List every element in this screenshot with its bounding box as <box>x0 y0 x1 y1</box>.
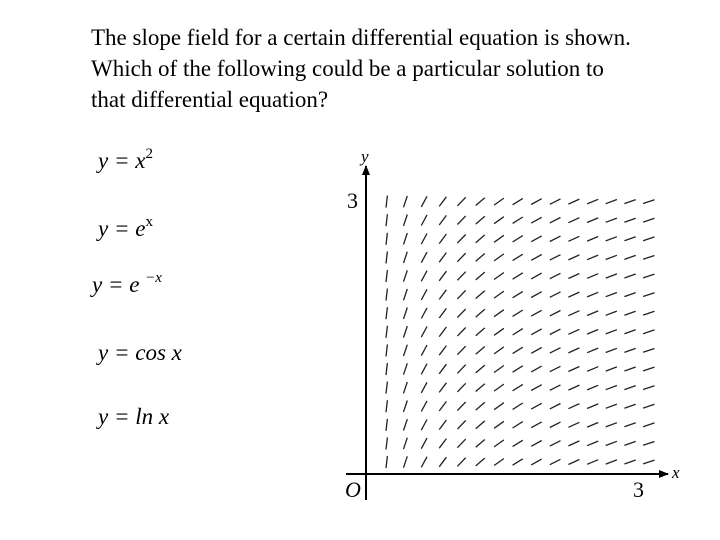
slope-segment <box>476 198 485 206</box>
slope-segment <box>476 291 485 299</box>
slope-segment <box>421 382 427 393</box>
slope-segment <box>531 329 542 335</box>
slope-segment <box>476 272 485 280</box>
slope-segment <box>421 234 427 245</box>
slope-segment <box>404 419 408 430</box>
slope-segment <box>386 400 387 412</box>
slope-segment <box>587 255 598 260</box>
slope-segment <box>606 218 617 222</box>
slope-segment <box>624 386 635 390</box>
slope-segment <box>568 460 579 465</box>
slope-segment <box>386 363 387 375</box>
slope-segment <box>624 423 635 427</box>
slope-segment <box>624 330 635 334</box>
choice-2-base: y = e <box>98 216 146 241</box>
slope-segment <box>476 254 485 262</box>
slope-segment <box>550 292 561 297</box>
slope-segment <box>624 367 635 371</box>
slope-segment <box>606 386 617 390</box>
slope-segment <box>550 218 561 223</box>
slope-segment <box>531 441 542 447</box>
slope-segment <box>494 421 504 428</box>
slope-segment <box>624 237 635 241</box>
slope-segment <box>643 274 654 278</box>
slope-segment <box>550 199 561 204</box>
slope-segment <box>513 236 523 242</box>
slope-segment <box>587 199 598 204</box>
choice-2-exponent: x <box>145 214 153 230</box>
slope-segment <box>404 345 408 356</box>
slope-segment <box>494 273 504 280</box>
slope-segment <box>439 420 446 430</box>
slope-segment <box>531 385 542 391</box>
slope-segment <box>439 271 446 281</box>
slope-segment <box>421 308 427 319</box>
slope-segment <box>643 218 654 222</box>
slope-segment <box>643 349 654 353</box>
slope-segment <box>606 460 617 464</box>
slope-segment <box>531 273 542 279</box>
slope-segment <box>550 273 561 278</box>
slope-segment <box>476 458 485 466</box>
slope-segment <box>386 289 387 301</box>
slope-segment <box>421 196 427 207</box>
slope-segment <box>476 440 485 448</box>
y-tick-label: 3 <box>347 188 358 213</box>
slope-segment <box>531 422 542 428</box>
slope-segment <box>624 404 635 408</box>
slope-segment <box>476 216 485 224</box>
slope-segment <box>568 385 579 390</box>
slope-segment <box>404 270 408 281</box>
slope-segment <box>624 274 635 278</box>
slope-segment <box>386 382 387 394</box>
question-line-1: The slope field for a certain differential equation is shown. <box>91 25 631 50</box>
slope-segment <box>606 441 617 445</box>
slope-segment <box>587 218 598 223</box>
slope-segment <box>513 459 523 465</box>
slope-segment <box>476 402 485 410</box>
slope-segment <box>457 328 465 337</box>
slope-segment <box>606 348 617 352</box>
slope-segment <box>386 456 387 468</box>
x-axis-label: x <box>672 463 680 482</box>
slope-segment <box>643 256 654 260</box>
slope-segment <box>404 401 408 412</box>
slope-segment <box>606 255 617 259</box>
slope-segment <box>421 364 427 375</box>
slope-segment <box>476 365 485 373</box>
slope-segment <box>568 329 579 334</box>
choice-3-exponent: −x <box>145 270 162 286</box>
slope-segment <box>624 311 635 315</box>
slope-segment <box>404 308 408 319</box>
slope-segment <box>643 386 654 390</box>
question-line-3: that differential equation? <box>91 87 329 112</box>
slope-segment <box>494 198 504 205</box>
slope-segment <box>439 308 446 318</box>
slope-segment <box>643 460 654 464</box>
slope-segment <box>568 255 579 260</box>
slope-segment <box>439 439 446 449</box>
slope-segment <box>513 440 523 446</box>
slope-segment <box>568 348 579 353</box>
slope-segment <box>386 326 387 338</box>
slope-segment <box>404 456 408 467</box>
slope-segment <box>624 255 635 259</box>
slope-segment <box>404 252 408 263</box>
slope-segment <box>587 385 598 390</box>
slope-segment <box>439 197 446 207</box>
slope-segment <box>587 330 598 335</box>
slope-segment <box>494 459 504 466</box>
slope-segment <box>568 311 579 316</box>
origin-label: O <box>345 477 361 502</box>
slope-segment <box>624 441 635 445</box>
slope-segment <box>643 311 654 315</box>
slope-segment <box>624 293 635 297</box>
slope-segment <box>568 441 579 446</box>
slope-segment <box>531 217 542 223</box>
slope-segment <box>439 383 446 393</box>
slope-segment <box>421 420 427 431</box>
slope-segment <box>550 459 561 464</box>
slope-segment <box>494 403 504 410</box>
slope-segment <box>606 274 617 278</box>
slope-segment <box>476 384 485 392</box>
slope-segment <box>457 439 465 448</box>
slope-segment <box>643 423 654 427</box>
slope-segment <box>531 348 542 354</box>
slope-segment <box>494 217 504 224</box>
slope-segment <box>404 196 408 207</box>
slope-segment <box>494 310 504 317</box>
slope-segment <box>457 346 465 355</box>
slope-segment <box>643 293 654 297</box>
question-line-2: Which of the following could be a particular solution to <box>91 56 604 81</box>
slope-segment <box>386 270 387 282</box>
slope-segment <box>587 441 598 446</box>
slope-segment <box>550 236 561 241</box>
slope-segment <box>494 235 504 242</box>
slope-segment <box>404 326 408 337</box>
slope-segment <box>457 197 465 206</box>
slope-segment <box>643 330 654 334</box>
slope-segment <box>421 438 427 449</box>
slope-segment <box>568 236 579 241</box>
slope-segment <box>568 367 579 372</box>
slope-segment <box>606 293 617 297</box>
slope-segment <box>513 273 523 279</box>
slope-segment <box>513 403 523 409</box>
slope-segment <box>439 234 446 244</box>
slope-segment <box>494 366 504 373</box>
slope-segment <box>476 235 485 243</box>
slope-segment <box>531 292 542 298</box>
slope-segment <box>494 254 504 261</box>
choice-4-base: y = cos x <box>98 340 182 365</box>
slope-segment <box>606 237 617 241</box>
slope-segment <box>550 366 561 371</box>
slope-segment <box>606 423 617 427</box>
slope-segment <box>606 404 617 408</box>
slope-segment <box>457 365 465 374</box>
slope-segment <box>587 292 598 297</box>
slope-segment <box>568 274 579 279</box>
slope-segment <box>421 271 427 282</box>
slope-segment <box>531 403 542 409</box>
slope-segment <box>457 383 465 392</box>
slope-segment <box>513 254 523 260</box>
slope-segment <box>587 311 598 316</box>
slope-segment <box>643 404 654 408</box>
slope-segment <box>494 328 504 335</box>
slope-segment <box>476 309 485 317</box>
slope-segment <box>513 217 523 223</box>
slope-segment <box>587 404 598 409</box>
slope-segment <box>404 233 408 244</box>
slope-segment <box>494 384 504 391</box>
slope-segment <box>457 235 465 244</box>
slope-segment <box>404 289 408 300</box>
slope-segment <box>457 458 465 467</box>
slope-segment <box>404 215 408 226</box>
slope-segment <box>550 404 561 409</box>
slope-segment <box>513 422 523 428</box>
slope-segment <box>404 382 408 393</box>
slope-segment <box>494 347 504 354</box>
slope-segment <box>386 437 387 449</box>
slope-segment <box>568 404 579 409</box>
slope-segment <box>643 367 654 371</box>
slope-segment <box>457 309 465 318</box>
slope-segment <box>386 214 387 226</box>
slope-segment <box>386 233 387 245</box>
choice-5-base: y = ln x <box>98 404 170 429</box>
slope-segment <box>550 311 561 316</box>
slope-segment <box>531 310 542 316</box>
slope-segment <box>494 291 504 298</box>
slope-segment <box>421 215 427 226</box>
slope-segment <box>531 366 542 372</box>
slope-segment <box>643 442 654 446</box>
slope-segment <box>421 345 427 356</box>
slope-segment <box>457 402 465 411</box>
slope-segment <box>439 364 446 374</box>
slope-segment <box>550 441 561 446</box>
slope-segment <box>550 385 561 390</box>
slope-segment <box>606 330 617 334</box>
slope-segment <box>624 348 635 352</box>
slope-segment <box>421 401 427 412</box>
slope-segment <box>624 218 635 222</box>
choice-3-base: y = e <box>92 272 146 297</box>
slope-segment <box>457 272 465 281</box>
slope-segment <box>624 460 635 464</box>
slope-segment <box>550 255 561 260</box>
slope-segment <box>421 289 427 300</box>
slope-segment <box>550 329 561 334</box>
slope-segment <box>386 307 387 319</box>
slope-segment <box>606 367 617 371</box>
slope-segment <box>421 327 427 338</box>
slope-segment <box>476 328 485 336</box>
slope-segment <box>457 421 465 430</box>
slope-segment <box>624 200 635 204</box>
y-axis-label: y <box>361 147 369 166</box>
slope-segment <box>386 419 387 431</box>
slope-segment <box>513 366 523 372</box>
slope-segment <box>513 347 523 353</box>
slope-segment <box>587 274 598 279</box>
slope-segment <box>550 348 561 353</box>
slope-segment <box>531 199 542 205</box>
slope-segment <box>439 253 446 263</box>
slope-segment <box>439 401 446 411</box>
slope-segment <box>386 196 387 208</box>
choice-1-exponent: 2 <box>145 146 153 162</box>
slope-segment <box>587 237 598 242</box>
slope-segment <box>606 311 617 315</box>
slope-segment <box>550 422 561 427</box>
slope-segment <box>439 457 446 467</box>
slope-segment <box>457 253 465 262</box>
slope-segment <box>531 459 542 465</box>
slope-segment <box>513 291 523 297</box>
slope-segment <box>404 438 408 449</box>
slope-segment <box>494 440 504 447</box>
choice-1-base: y = x <box>98 148 146 173</box>
slope-segment <box>643 237 654 241</box>
slope-segment <box>439 327 446 337</box>
slope-segment <box>513 198 523 204</box>
slope-segment <box>513 384 523 390</box>
slope-segment <box>568 422 579 427</box>
slope-segment <box>476 421 485 429</box>
slope-field-segments <box>386 196 655 468</box>
slope-segment <box>568 292 579 297</box>
slope-segment <box>421 457 427 468</box>
slope-segment <box>386 344 387 356</box>
slope-segment <box>587 423 598 428</box>
x-tick-label: 3 <box>633 477 644 502</box>
slope-segment <box>457 216 465 225</box>
slope-segment <box>587 348 598 353</box>
slope-segment <box>568 218 579 223</box>
slope-segment <box>476 347 485 355</box>
slope-segment <box>568 199 579 204</box>
slope-segment <box>531 236 542 242</box>
slope-segment <box>587 460 598 465</box>
slope-segment <box>606 200 617 204</box>
slope-segment <box>439 290 446 300</box>
slope-segment <box>421 252 427 263</box>
slope-segment <box>643 200 654 204</box>
slope-segment <box>513 329 523 335</box>
slope-segment <box>439 215 446 225</box>
slope-segment <box>531 255 542 261</box>
slope-segment <box>513 310 523 316</box>
slope-segment <box>457 290 465 299</box>
slope-segment <box>404 363 408 374</box>
slope-segment <box>587 367 598 372</box>
slope-segment <box>439 346 446 356</box>
slope-segment <box>386 251 387 263</box>
